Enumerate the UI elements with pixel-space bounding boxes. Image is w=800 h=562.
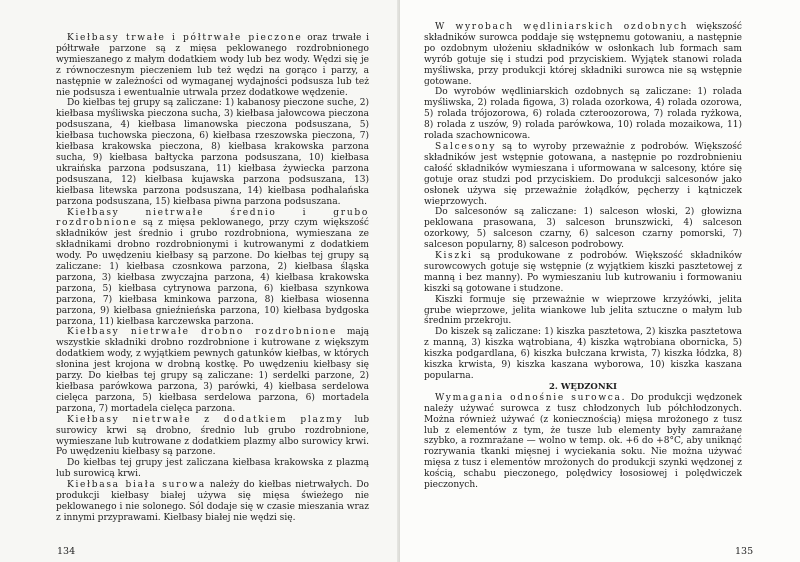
paragraph-text: Do kiełbas tej grupy jest zaliczana kiełbasa krakowska z plazmą lub surowicą krwi. xyxy=(56,458,369,480)
section-heading: 2. WĘDZONKI xyxy=(549,381,617,392)
paragraph-text: należy do kiełbas nietrwałych. Do produkcji kiełbasy białej używa się mięsa świeżego nie peklowanego i nie solonego. Sól dodaje się w czasie mieszania wraz z innymi przyprawami. Kiełbasy białej nie wędzi się. xyxy=(56,480,369,523)
right-text-column xyxy=(424,22,742,491)
paragraph xyxy=(56,415,369,459)
paragraph-text: oraz trwałe i półtrwałe parzone są z mięsa peklowanego rozdrobnionego wymieszanego z małym dodatkiem wody lub bez wody. Wędzi się je z równoczesnym pieczeniem lub też wędzi na gorąco i parzy, a następnie w zależności od wymaganej wydajności podsusza lub też nie podsusza i ewentualnie utrwala przez dodatkowe wędzenie. xyxy=(56,33,369,98)
right-page xyxy=(400,0,800,562)
paragraph xyxy=(424,207,742,251)
paragraph xyxy=(424,251,742,295)
paragraph-text: większość składników surowca poddaje się wstępnemu gotowaniu, a następnie po ozdobnym ułożeniu składników w osłonkach lub formach sam wyrób gotuje się i studzi pod przyciskiem. Wyjątek stanowi rolada myśliwska, przy produkcji której składniki surowca nie są wstępnie gotowane. xyxy=(424,22,743,87)
page-number: 135 xyxy=(735,546,754,557)
paragraph xyxy=(424,393,742,491)
paragraph-lead: Wymagania odnośnie surowca. xyxy=(435,392,627,403)
paragraph xyxy=(56,98,369,207)
paragraph-text: lub surowicy krwi są drobno, średnio lub grubo rozdrobnione, wymieszane lub kutrowane z dodatkiem plazmy albo surowicy krwi. Po uwędzeniu kiełbasy są parzone. xyxy=(56,414,369,458)
paragraph-lead: Kiełbasa biała surowa xyxy=(67,480,206,491)
paragraph xyxy=(56,208,369,328)
paragraph-text: Kiszki formuje się przeważnie w wieprzowe krzyżówki, jelita grube wieprzowe, jelita wiankowe lub jelita sztuczne o małym lub średnim przekroju. xyxy=(424,294,742,327)
paragraph-text: Do kiełbas tej grupy są zaliczane: 1) kabanosy pieczone suche, 2) kiełbasa myśliwska pieczona sucha, 3) kiełbasa jałowcowa pieczona podsuszana, 4) kiełbasa limanowska pieczona podsuszana, 5) kiełbasa tuchowska pieczona, 6) kiełbasa rzeszowska pieczona, 7) kiełbasa krakowska pieczona, 8) kiełbasa krakowska parzona sucha, 9) kiełbasa bałtycka parzona podsuszana, 10) kiełbasa ukraińska parzona podsuszana, 11) kiełbasa żywiecka parzona podsuszana, 12) kiełbasa kujawska parzona podsuszana, 13) kiełbasa litewska parzona podsuszana, 14) kiełbasa podhalańska parzona podsuszana, 15) kiełbasa piwna parzona podsuszana. xyxy=(56,98,369,207)
paragraph-lead: Kiełbasy nietrwałe z dodatkiem plazmy xyxy=(67,414,344,425)
paragraph-lead: Salcesony xyxy=(435,141,497,152)
paragraph xyxy=(56,480,369,524)
paragraph-lead: Kiełbasy nietrwałe średnio i grubo rozdrobnione xyxy=(56,207,369,229)
paragraph-lead: Kiełbasy nietrwałe drobno rozdrobnione xyxy=(67,327,338,338)
paragraph xyxy=(424,295,742,328)
page-number: 134 xyxy=(57,546,76,557)
paragraph xyxy=(56,327,369,414)
left-text-column xyxy=(56,33,369,524)
paragraph-text: Do kiszek są zaliczane: 1) kiszka pasztetowa, 2) kiszka pasztetowa z manną, 3) kiszka wątrobiana, 4) kiszka wątrobiana obornicka, 5) kiszka podgardlana, 6) kiszka bułczana krwista, 7) kiszka łódzka, 8) kiszka krwista, 9) kiszka kaszana wyborowa, 10) kiszka kaszana popularna. xyxy=(424,327,742,381)
paragraph-text: Do salcesonów są zaliczane: 1) salceson włoski, 2) głowizna peklowana prasowana, 3) salceson brunszwicki, 4) salceson ozorkowy, 5) salceson czarny, 6) salceson czarny pomorski, 7) salceson popularny, 8) salceson podrobowy. xyxy=(424,207,742,251)
paragraph-text: są produkowane z podrobów. Większość składników surowcowych gotuje się wstępnie (z wyjątkiem kiszki pasztetowej z manną i bez manny). Po wymieszaniu lub kutrowaniu i formowaniu kiszki są gotowane i studzone. xyxy=(424,251,742,294)
paragraph-text: Do produkcji wędzonek należy używać surowca z tusz chłodzonych lub półchłodzonych. Można również używać (z koniecznością) mięsa mrożonego z tusz lub z elementów z tym, że tusze lub elementy były zamrażane szybko, a rozmrażane — wolno w temp. ok. +6 do +8°C, aby uniknąć rozrywania tkanki mięsnej i wyciekania soku. Nie można używać mięsa z tusz i elementów mrożonych do produkcji szynki wędzonej z kością, schabu pieczonego, polędwicy łososiowej i polędwiczek pieczonych. xyxy=(424,392,742,491)
paragraph-lead: Kiszki xyxy=(435,251,473,262)
paragraph-text: są z mięsa peklowanego, przy czym większość składników jest średnio i grubo rozdrobniona, wymieszana ze składnikami drobno rozdrobnionymi i kutrowanymi z dodatkiem wody. Po uwędzeniu kiełbasy są parzone. Do kiełbas tej grupy są zaliczane: 1) kiełbasa czosnkowa parzona, 2) kiełbasa śląska parzona, 3) kiełbasa zwyczajna parzona, 4) kiełbasa krakowska parzona, 5) kiełbasa cytrynowa parzona, 6) kiełbasa szynkowa parzona, 7) kiełbasa kminkowa parzona, 8) kiełbasa wiosenna parzona, 9) kiełbasa gnieźnieńska parzona, 10) kiełbasa bydgoska parzona, 11) kiełbasa karczewska parzona. xyxy=(56,218,369,327)
paragraph xyxy=(424,142,742,207)
paragraph xyxy=(424,87,742,142)
paragraph xyxy=(424,327,742,382)
paragraph-text: mają wszystkie składniki drobno rozdrobnione i kutrowane z większym dodatkiem wody, z wyjątkiem pewnych gatunków kiełbas, w których słonina jest krojona w drobną kostkę. Po uwędzeniu kiełbasy się parzy. Do kiełbas tej grupy są zaliczane: 1) serdelki parzone, 2) kiełbasa parówkowa parzona, 3) parówki, 4) kiełbasa serdelowa cielęca parzona, 5) kiełbasa serdelowa parzona, 6) mortadela parzona, 7) mortadela cielęca parzona. xyxy=(56,327,370,414)
paragraph xyxy=(56,458,369,480)
paragraph-text: są to wyroby przeważnie z podrobów. Większość składników jest wstępnie gotowana, a następnie po rozdrobnieniu całość składników wymieszana i uformowana w salcesony, które się gotuje oraz studzi pod przyciskiem. Do produkcji salcesonów jako osłonek używa się przeważnie żołądków, pęcherzy i kątniczek wieprzowych. xyxy=(424,141,742,207)
paragraph-lead: W wyrobach wędliniarskich ozdobnych xyxy=(435,22,689,32)
paragraph xyxy=(56,33,369,98)
paragraph-lead: Kiełbasy trwałe i półtrwałe pieczone xyxy=(67,33,303,43)
paragraph xyxy=(424,22,742,87)
paragraph-text: Do wyrobów wędliniarskich ozdobnych są zaliczane: 1) rolada myśliwska, 2) rolada figowa, 3) rolada ozorkowa, 4) rolada ozorowa, 5) rolada trójozorowa, 6) rolada czteroozorowa, 7) rolada ryżkowa, 8) rolada z uszów, 9) rolada parówkowa, 10) rolada mozaikowa, 11) rolada szachownicowa. xyxy=(424,87,742,142)
